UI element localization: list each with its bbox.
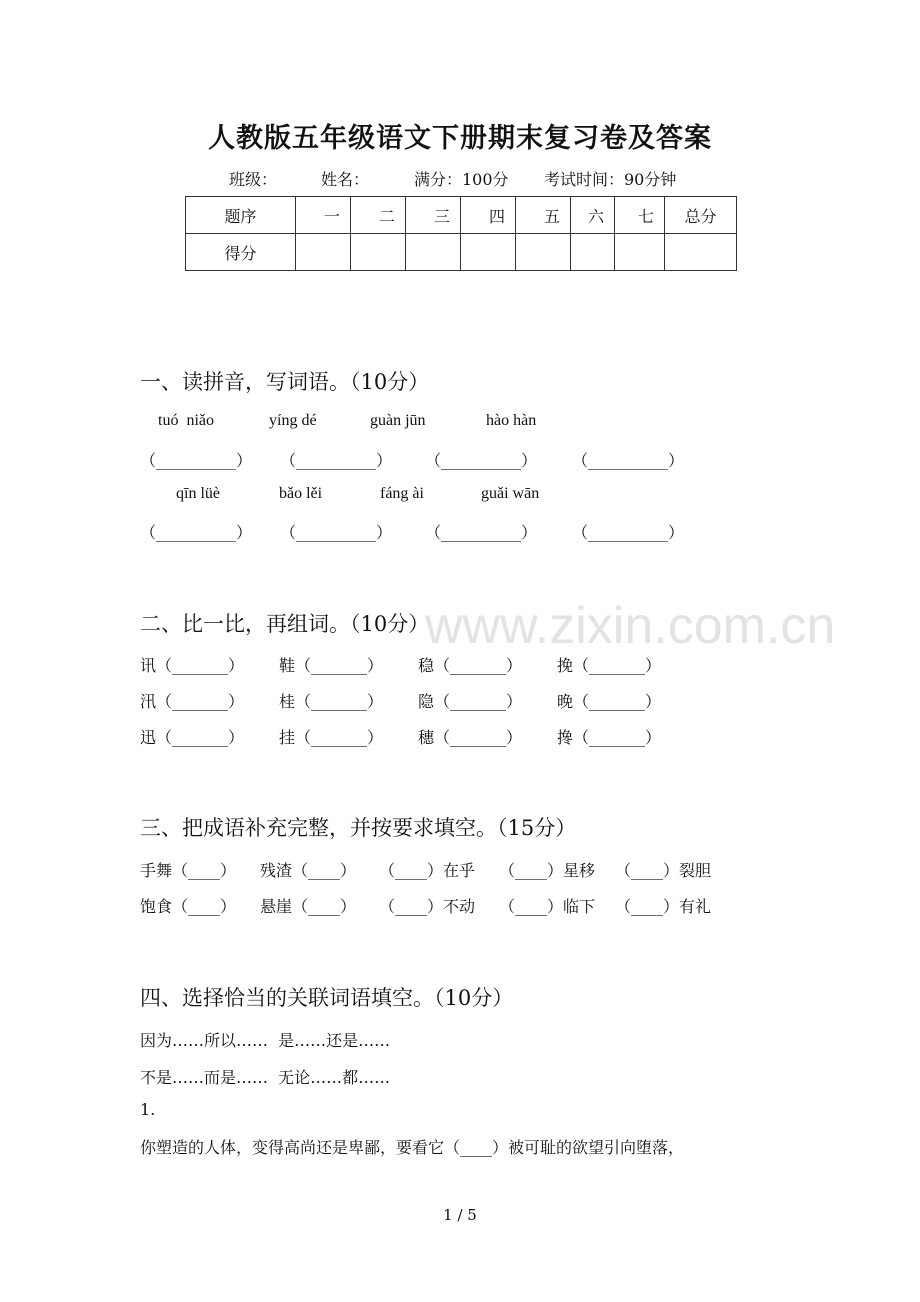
pinyin-item: guǎi wān — [481, 485, 540, 502]
idiom-blank[interactable]: （____）星移 — [499, 861, 596, 880]
idiom-blank[interactable]: （____）不动 — [379, 897, 476, 916]
answer-blank[interactable]: （__________） — [280, 451, 393, 470]
idiom-blank[interactable]: （____）有礼 — [615, 897, 712, 916]
section2-heading: 二、比一比，再组词。（10分） — [140, 612, 430, 636]
class-label: 班级： — [229, 170, 278, 189]
idiom-blank[interactable]: （____）裂胆 — [615, 861, 712, 880]
idiom-blank[interactable]: 残渣（____） — [260, 861, 357, 880]
answer-blank[interactable]: （__________） — [140, 523, 253, 542]
answer-blank[interactable]: （__________） — [425, 451, 538, 470]
document-title: 人教版五年级语文下册期末复习卷及答案 — [208, 123, 712, 154]
idiom-blank[interactable]: 手舞（____） — [140, 861, 237, 880]
score-row-label: 得分 — [186, 234, 296, 271]
idiom-blank[interactable]: 饱食（____） — [140, 897, 237, 916]
header-cell-6: 六 — [571, 197, 615, 234]
header-cell-5: 五 — [516, 197, 571, 234]
pinyin-item: hào hàn — [486, 412, 537, 429]
word-blank[interactable]: 晚（_______） — [557, 692, 662, 711]
question-text[interactable]: 你塑造的人体，变得高尚还是卑鄙，要看它（____）被可耻的欲望引向堕落， — [140, 1138, 685, 1157]
word-blank[interactable]: 稳（_______） — [418, 656, 523, 675]
idiom-blank[interactable]: （____）临下 — [499, 897, 596, 916]
header-cell-7: 七 — [615, 197, 665, 234]
answer-blank[interactable]: （__________） — [425, 523, 538, 542]
header-cell-2: 二 — [351, 197, 406, 234]
word-blank[interactable]: 挂（_______） — [279, 728, 384, 747]
word-blank[interactable]: 搀（_______） — [557, 728, 662, 747]
answer-blank[interactable]: （__________） — [280, 523, 393, 542]
word-blank[interactable]: 桂（_______） — [279, 692, 384, 711]
exam-time: 考试时间：90分钟 — [544, 170, 677, 189]
idiom-blank[interactable]: 悬崖（____） — [260, 897, 357, 916]
score-cell[interactable] — [516, 234, 571, 271]
score-cell[interactable] — [571, 234, 615, 271]
conjunction-options: 因为……所以…… 是……还是…… — [140, 1031, 391, 1050]
name-label: 姓名： — [321, 170, 370, 189]
pinyin-item: guàn jūn — [370, 412, 426, 429]
section4-heading: 四、选择恰当的关联词语填空。（10分） — [140, 986, 514, 1010]
header-cell-index: 题序 — [186, 197, 296, 234]
pinyin-item: bǎo lěi — [279, 485, 323, 502]
answer-blank[interactable]: （__________） — [140, 451, 253, 470]
word-blank[interactable]: 汛（_______） — [140, 692, 245, 711]
score-table-header-row — [186, 197, 737, 234]
word-blank[interactable]: 穗（_______） — [418, 728, 523, 747]
word-blank[interactable]: 讯（_______） — [140, 656, 245, 675]
score-cell[interactable] — [296, 234, 351, 271]
header-cell-total: 总分 — [665, 197, 737, 234]
page-number: 1 / 5 — [443, 1206, 477, 1224]
pinyin-item: fáng ài — [380, 485, 424, 502]
score-table-score-row — [186, 234, 737, 271]
answer-blank[interactable]: （__________） — [572, 523, 685, 542]
score-cell[interactable] — [406, 234, 461, 271]
pinyin-item: tuó niǎo — [158, 412, 214, 429]
word-blank[interactable]: 隐（_______） — [418, 692, 523, 711]
question-number: 1. — [140, 1100, 156, 1119]
pinyin-item: yíng dé — [269, 412, 317, 429]
section3-heading: 三、把成语补充完整，并按要求填空。（15分） — [140, 816, 577, 840]
section1-heading: 一、读拼音，写词语。（10分） — [140, 370, 430, 394]
idiom-blank[interactable]: （____）在乎 — [379, 861, 476, 880]
word-blank[interactable]: 迅（_______） — [140, 728, 245, 747]
full-score: 满分：100分 — [414, 170, 509, 189]
conjunction-options: 不是……而是…… 无论……都…… — [140, 1068, 391, 1087]
answer-blank[interactable]: （__________） — [572, 451, 685, 470]
score-cell[interactable] — [461, 234, 516, 271]
score-cell[interactable] — [665, 234, 737, 271]
header-cell-4: 四 — [461, 197, 516, 234]
score-table — [185, 196, 737, 271]
header-cell-1: 一 — [296, 197, 351, 234]
header-cell-3: 三 — [406, 197, 461, 234]
pinyin-item: qīn lüè — [176, 485, 220, 502]
score-cell[interactable] — [615, 234, 665, 271]
score-cell[interactable] — [351, 234, 406, 271]
watermark: www.zixin.com.cn — [425, 597, 836, 655]
word-blank[interactable]: 挽（_______） — [557, 656, 662, 675]
word-blank[interactable]: 鞋（_______） — [279, 656, 384, 675]
